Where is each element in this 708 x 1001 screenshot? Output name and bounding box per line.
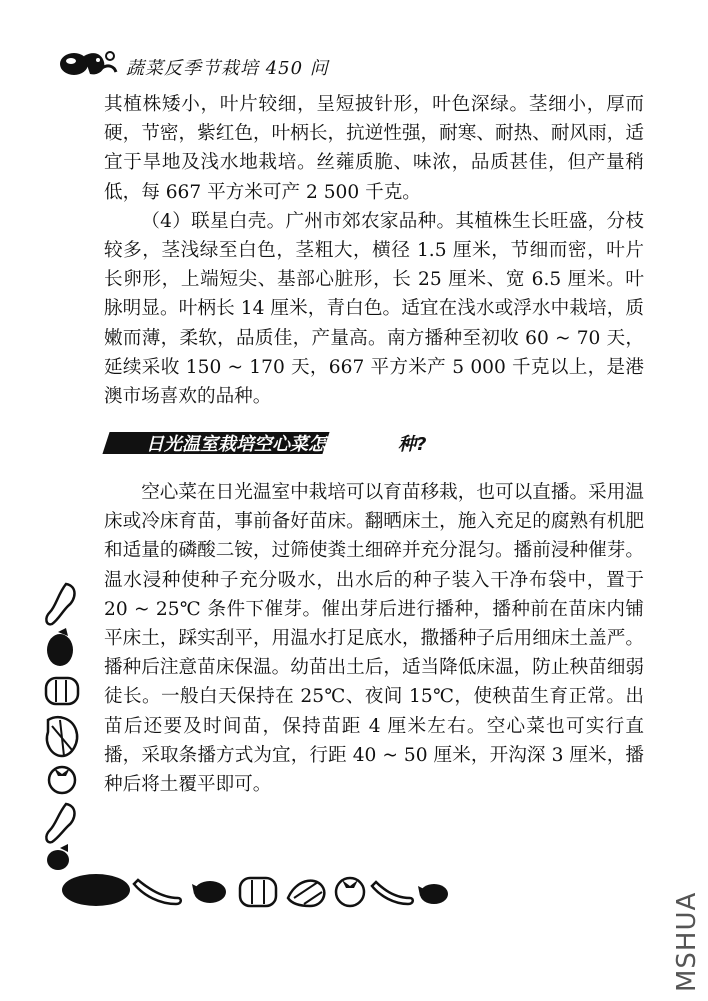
side-decoration bbox=[38, 580, 86, 870]
tomato-icon bbox=[336, 878, 364, 906]
section-title-main: 日光温室栽培空心菜怎样育苗播 bbox=[146, 434, 398, 455]
eggplant-icon bbox=[47, 628, 73, 666]
oval-blot-icon bbox=[62, 874, 130, 906]
eggplant-icon bbox=[47, 844, 69, 870]
cucumber-icon bbox=[372, 882, 413, 904]
section-heading bbox=[106, 428, 526, 456]
paragraph: 空心菜在日光温室中栽培可以育苗移栽，也可以直播。采用温床或冷床育苗，事前备好苗床。翻晒床土，施入充足的腐熟有机肥和适量的磷酸二铵，过筛使粪土细碎并充分混匀。播前浸种催芽。温水浸种使种子充分吸水，出水后的种子装入干净布袋中，置于 20 ~ 25℃ 条件下催芽。催出芽后进行播种，播种前在苗床内铺平床土，踩实刮平，用温水打足底水，撒播种子后用细床土盖严。播种后注意苗床保温。幼苗出土后，适当降低床温，防止秧苗细弱徒长。一般白天保持在 25℃、夜间 15℃，使秧苗生育正常。出苗后还要及时间苗，保持苗距 4 厘米左右。空心菜也可实行直播，采取条播方式为宜，行距 40 ~ 50 厘米，开沟深 3 厘米，播种后将土覆平即可。 bbox=[104, 482, 644, 796]
eggplant-icon bbox=[192, 881, 226, 903]
paragraph: （4）联星白壳。广州市郊农家品种。其植株生长旺盛，分枝较多，茎浅绿至白色，茎粗大，横径 1.5 厘米，节细而密，叶片长卵形，上端短尖、基部心脏形，长 25 厘米、宽 6.5 厘米。叶脉明显。叶柄长 14 厘米，青白色。适宜在浅水或浮水中栽培，质嫩而薄，柔软，品质佳，产量高。南方播种至初收 60 ~ 70 天，延续采收 150 ~ 170 天，667 平方米产 5 000 千克以上，是港澳市场喜欢的品种。 bbox=[104, 210, 644, 408]
page-header bbox=[58, 46, 678, 86]
running-title: 蔬菜反季节栽培 450 问 bbox=[126, 58, 329, 79]
gourd-icon bbox=[46, 584, 74, 624]
cabbage-icon bbox=[288, 881, 324, 906]
footer-decoration bbox=[60, 868, 450, 912]
section-title bbox=[146, 430, 426, 456]
cucumber-icon bbox=[134, 880, 181, 904]
pepper-icon bbox=[46, 678, 78, 704]
pepper-icon bbox=[240, 878, 276, 906]
paragraph: 其植株矮小，叶片较细，呈短披针形，叶色深绿。茎细小，厚而硬，节密，紫红色，叶柄长，抗逆性强，耐寒、耐热、耐风雨，适宜于旱地及浅水地栽培。丝蕹质脆、味浓，品质甚佳，但产量稍低，每 667 平方米可产 2 500 千克。 bbox=[104, 94, 644, 203]
watermark: MSHUA bbox=[672, 891, 702, 992]
body-text-top bbox=[104, 90, 644, 411]
eggplant-icon bbox=[418, 884, 448, 904]
cabbage-icon bbox=[47, 717, 77, 756]
vegetables-logo-icon bbox=[58, 46, 118, 82]
gourd-icon bbox=[46, 804, 74, 842]
body-text-bottom bbox=[104, 478, 644, 799]
section-title-tail: 种? bbox=[398, 434, 427, 455]
tomato-icon bbox=[49, 767, 75, 793]
